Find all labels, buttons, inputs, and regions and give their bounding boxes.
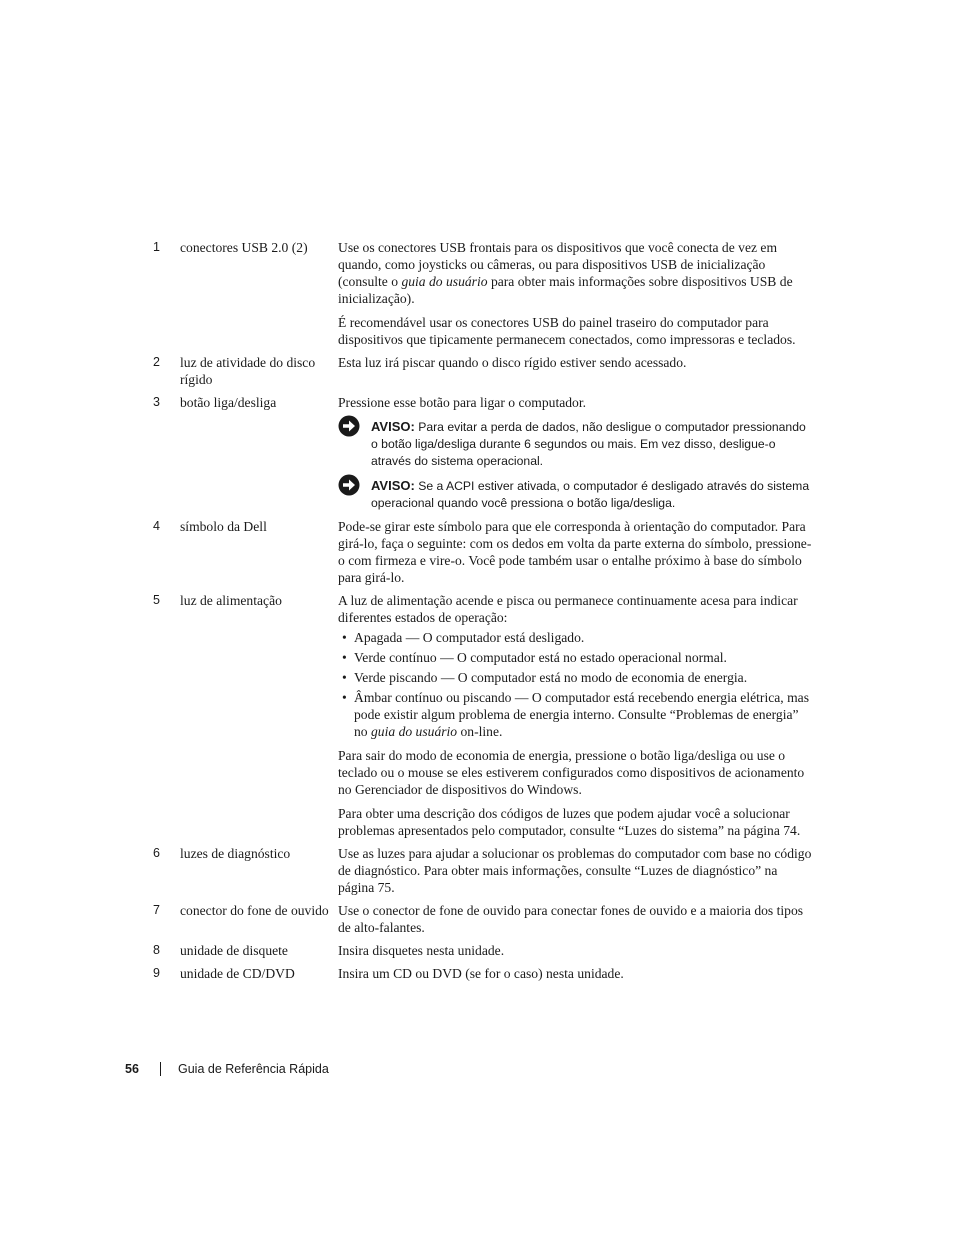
description-paragraph: Use o conector de fone de ouvido para conectar fones de ouvido e a maioria dos tipos de alto-falantes.: [338, 903, 804, 935]
item-description: [338, 845, 813, 896]
table-row: [153, 845, 813, 896]
italic-text: guia do usuário: [401, 274, 488, 289]
table-row: [153, 902, 813, 936]
item-number: 1: [153, 240, 160, 254]
notice-text: [371, 418, 811, 470]
item-description: [338, 239, 813, 348]
item-label: unidade de disquete: [180, 943, 288, 958]
list-item: [338, 669, 813, 686]
text-run: Âmbar contínuo ou piscando — O computador está recebendo energia elétrica, mas pode existir algum problema de energia interno. Consulte “Problemas de energia” no: [354, 690, 809, 739]
italic-text: guia do usuário: [371, 724, 458, 739]
list-item: [338, 689, 813, 740]
table-row: [153, 592, 813, 839]
item-label: unidade de CD/DVD: [180, 966, 295, 981]
description-paragraph: Insira disquetes nesta unidade.: [338, 943, 505, 958]
notice-body: Para evitar a perda de dados, não desligue o computador pressionando o botão liga/desliga durante 6 segundos ou mais. Em vez disso, desligue-o através do sistema operacional.: [371, 420, 806, 468]
table-row: [153, 942, 813, 959]
description-paragraph: É recomendável usar os conectores USB do painel traseiro do computador para dispositivos que tipicamente permanecem conectados, como impressoras e teclados.: [338, 315, 796, 347]
description-paragraph: Para sair do modo de economia de energia, pressione o botão liga/desliga ou use o teclado ou o mouse se eles estiverem configurados como dispositivos de acionamento no Gerenciador de dispositivos do Windows.: [338, 748, 805, 797]
notice-body: Se a ACPI estiver ativada, o computador é desligado através do sistema operacional quando você pressiona o botão liga/desliga.: [371, 479, 810, 510]
item-number: 9: [153, 966, 160, 980]
item-description: [338, 518, 813, 586]
description-paragraph: Para obter uma descrição dos códigos de luzes que podem ajudar você a solucionar problemas apresentados pelo computador, consulte “Luzes do sistema” na página 74.: [338, 806, 801, 838]
list-item-text: [354, 689, 813, 740]
list-item-text: Apagada — O computador está desligado.: [354, 630, 585, 645]
table-row: [153, 239, 813, 348]
page-footer: [125, 1062, 329, 1076]
item-number: 8: [153, 943, 160, 957]
text-run: Use os conectores USB frontais para os dispositivos que você conecta de vez em quando, como joysticks ou câmeras, ou para dispositivos USB de inicialização (consulte o: [338, 240, 778, 289]
item-number: 7: [153, 903, 160, 917]
item-description: [338, 354, 813, 371]
item-label: luz de alimentação: [180, 593, 282, 608]
item-label: luz de atividade do disco rígido: [180, 355, 316, 387]
table-row: [153, 354, 813, 388]
item-number: 4: [153, 519, 160, 533]
description-paragraph: Pressione esse botão para ligar o computador.: [338, 395, 587, 410]
description-paragraph: Use as luzes para ajudar a solucionar os problemas do computador com base no código de diagnóstico. Para obter mais informações, consulte “Luzes de diagnóstico” na página 75.: [338, 846, 812, 895]
page-number: 56: [125, 1062, 139, 1076]
item-number: 6: [153, 846, 160, 860]
notice-box: [338, 477, 813, 512]
bullet-icon: •: [342, 630, 347, 645]
notice-text: [371, 477, 811, 512]
list-item-text: Verde piscando — O computador está no modo de economia de energia.: [354, 670, 748, 685]
bullet-icon: •: [342, 690, 347, 705]
component-table: [153, 239, 813, 988]
table-row: [153, 518, 813, 586]
description-paragraph: Insira um CD ou DVD (se for o caso) nesta unidade.: [338, 966, 624, 981]
item-label: símbolo da Dell: [180, 519, 267, 534]
description-paragraph: Pode-se girar este símbolo para que ele corresponda à orientação do computador. Para girá-lo, faça o seguinte: com os dedos em volta da parte externa do símbolo, pressione-o com firmeza e vire-o. Você pode também usar o entalhe próximo à base do símbolo para girá-lo.: [338, 519, 812, 585]
list-item: [338, 649, 813, 666]
item-description: [338, 942, 813, 959]
notice-arrow-icon: [338, 415, 360, 437]
item-label: conector do fone de ouvido: [180, 903, 329, 918]
item-number: 5: [153, 593, 160, 607]
item-description: [338, 965, 813, 982]
notice-title: AVISO:: [371, 478, 415, 493]
description-paragraph: [338, 239, 813, 307]
item-description: [338, 394, 813, 512]
list-item: [338, 629, 813, 646]
notice-arrow-icon: [338, 474, 360, 496]
notice-box: [338, 418, 813, 470]
description-paragraph: A luz de alimentação acende e pisca ou permanece continuamente acesa para indicar diferentes estados de operação:: [338, 593, 798, 625]
table-row: [153, 394, 813, 512]
item-number: 2: [153, 355, 160, 369]
text-run: para obter mais informações sobre dispositivos USB de inicialização).: [338, 274, 793, 306]
text-run: on-line.: [457, 724, 503, 739]
status-list: [338, 629, 813, 740]
description-paragraph: Esta luz irá piscar quando o disco rígido estiver sendo acessado.: [338, 355, 687, 370]
item-description: [338, 592, 813, 839]
bullet-icon: •: [342, 650, 347, 665]
item-number: 3: [153, 395, 160, 409]
footer-divider: [160, 1062, 161, 1076]
item-description: [338, 902, 813, 936]
bullet-icon: •: [342, 670, 347, 685]
item-label: botão liga/desliga: [180, 395, 277, 410]
table-row: [153, 965, 813, 982]
item-label: luzes de diagnóstico: [180, 846, 291, 861]
list-item-text: Verde contínuo — O computador está no estado operacional normal.: [354, 650, 727, 665]
footer-title: Guia de Referência Rápida: [178, 1062, 329, 1076]
item-label: conectores USB 2.0 (2): [180, 240, 308, 255]
notice-title: AVISO:: [371, 419, 415, 434]
